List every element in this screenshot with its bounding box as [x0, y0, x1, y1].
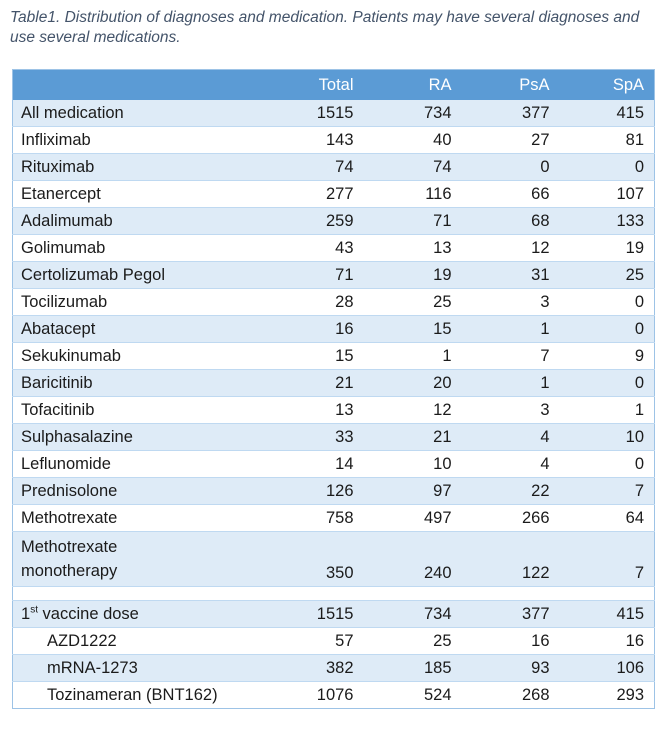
row-value	[258, 587, 364, 601]
row-value: 1515	[258, 601, 364, 628]
row-value: 19	[364, 262, 462, 289]
row-value: 0	[560, 316, 655, 343]
row-label: Tofacitinib	[13, 397, 258, 424]
row-value: 66	[462, 181, 560, 208]
row-value: 71	[258, 262, 364, 289]
row-value: 16	[560, 628, 655, 655]
row-value: 7	[560, 478, 655, 505]
row-value: 15	[258, 343, 364, 370]
table-row	[13, 655, 655, 682]
row-value: 13	[364, 235, 462, 262]
row-value: 1	[364, 343, 462, 370]
row-value: 19	[560, 235, 655, 262]
spacer-row	[13, 587, 655, 601]
row-value	[560, 587, 655, 601]
row-value: 21	[258, 370, 364, 397]
table-caption: Table1. Distribution of diagnoses and medication. Patients may have several diagnoses and use several medications.	[10, 9, 640, 47]
row-value: 12	[364, 397, 462, 424]
row-label: mRNA-1273	[13, 655, 258, 682]
row-value: 497	[364, 505, 462, 532]
row-value: 268	[462, 682, 560, 709]
table-row	[13, 208, 655, 235]
row-label: 1st vaccine dose	[13, 601, 258, 628]
table-row	[13, 181, 655, 208]
table-row	[13, 127, 655, 154]
row-value: 3	[462, 397, 560, 424]
row-value: 15	[364, 316, 462, 343]
row-value: 1	[462, 316, 560, 343]
table-row	[13, 370, 655, 397]
row-value: 4	[462, 424, 560, 451]
table-row	[13, 343, 655, 370]
row-value: 16	[462, 628, 560, 655]
header-cell-total: Total	[258, 70, 364, 101]
row-value: 25	[364, 289, 462, 316]
table-row	[13, 316, 655, 343]
row-value: 16	[258, 316, 364, 343]
row-value: 0	[560, 154, 655, 181]
table-row	[13, 397, 655, 424]
medication-distribution-table	[12, 69, 655, 709]
header-cell-empty	[13, 70, 258, 101]
row-value: 43	[258, 235, 364, 262]
row-value: 377	[462, 100, 560, 127]
row-value: 524	[364, 682, 462, 709]
row-value: 12	[462, 235, 560, 262]
row-value: 377	[462, 601, 560, 628]
row-label: Leflunomide	[13, 451, 258, 478]
row-value: 240	[364, 532, 462, 587]
row-value: 93	[462, 655, 560, 682]
row-value: 22	[462, 478, 560, 505]
row-value: 25	[560, 262, 655, 289]
row-value: 10	[560, 424, 655, 451]
row-value: 143	[258, 127, 364, 154]
row-value	[364, 587, 462, 601]
row-value: 4	[462, 451, 560, 478]
row-value: 0	[560, 451, 655, 478]
table-row	[13, 100, 655, 127]
row-value: 1515	[258, 100, 364, 127]
row-label: Tocilizumab	[13, 289, 258, 316]
row-value: 0	[560, 289, 655, 316]
row-value: 74	[258, 154, 364, 181]
row-value: 20	[364, 370, 462, 397]
row-value: 734	[364, 601, 462, 628]
row-label: Sekukinumab	[13, 343, 258, 370]
row-value: 734	[364, 100, 462, 127]
row-value: 415	[560, 100, 655, 127]
header-cell-psa: PsA	[462, 70, 560, 101]
row-label: Infliximab	[13, 127, 258, 154]
row-value: 27	[462, 127, 560, 154]
table-row	[13, 478, 655, 505]
table-row	[13, 451, 655, 478]
row-value: 106	[560, 655, 655, 682]
row-value: 350	[258, 532, 364, 587]
row-value: 122	[462, 532, 560, 587]
row-value: 126	[258, 478, 364, 505]
row-value: 7	[560, 532, 655, 587]
row-value: 40	[364, 127, 462, 154]
header-cell-ra: RA	[364, 70, 462, 101]
row-label: Baricitinib	[13, 370, 258, 397]
row-value: 97	[364, 478, 462, 505]
row-value: 133	[560, 208, 655, 235]
row-value: 3	[462, 289, 560, 316]
table-row	[13, 601, 655, 628]
row-label: Adalimumab	[13, 208, 258, 235]
row-label: Tozinameran (BNT162)	[13, 682, 258, 709]
row-value: 185	[364, 655, 462, 682]
row-value: 68	[462, 208, 560, 235]
row-value: 259	[258, 208, 364, 235]
row-value: 28	[258, 289, 364, 316]
row-value: 57	[258, 628, 364, 655]
row-value: 14	[258, 451, 364, 478]
row-value: 266	[462, 505, 560, 532]
table-row	[13, 289, 655, 316]
row-label: Golimumab	[13, 235, 258, 262]
table-row	[13, 682, 655, 709]
row-label: Prednisolone	[13, 478, 258, 505]
row-value: 1	[560, 397, 655, 424]
row-value: 107	[560, 181, 655, 208]
table-body	[13, 100, 655, 709]
table-row	[13, 505, 655, 532]
table-row	[13, 262, 655, 289]
row-value: 0	[462, 154, 560, 181]
row-value: 31	[462, 262, 560, 289]
table-row	[13, 154, 655, 181]
row-label: Sulphasalazine	[13, 424, 258, 451]
row-label: All medication	[13, 100, 258, 127]
table-row	[13, 532, 655, 587]
row-label: Methotrexate	[13, 505, 258, 532]
row-value: 7	[462, 343, 560, 370]
header-row	[13, 70, 655, 101]
row-value: 10	[364, 451, 462, 478]
row-value: 25	[364, 628, 462, 655]
row-label: Rituximab	[13, 154, 258, 181]
row-label: Abatacept	[13, 316, 258, 343]
row-value: 71	[364, 208, 462, 235]
row-value: 758	[258, 505, 364, 532]
row-value: 13	[258, 397, 364, 424]
table-row	[13, 235, 655, 262]
row-label: Methotrexate monotherapy	[13, 532, 258, 587]
row-value: 116	[364, 181, 462, 208]
row-value	[462, 587, 560, 601]
row-label	[13, 587, 258, 601]
row-value: 64	[560, 505, 655, 532]
row-label: Certolizumab Pegol	[13, 262, 258, 289]
row-value: 0	[560, 370, 655, 397]
row-value: 1076	[258, 682, 364, 709]
row-value: 33	[258, 424, 364, 451]
row-value: 21	[364, 424, 462, 451]
row-label: Etanercept	[13, 181, 258, 208]
row-value: 382	[258, 655, 364, 682]
row-label: AZD1222	[13, 628, 258, 655]
table-row	[13, 424, 655, 451]
table-row	[13, 628, 655, 655]
header-cell-spa: SpA	[560, 70, 655, 101]
table-header	[13, 70, 655, 101]
row-value: 1	[462, 370, 560, 397]
row-value: 277	[258, 181, 364, 208]
row-value: 9	[560, 343, 655, 370]
row-value: 81	[560, 127, 655, 154]
row-value: 415	[560, 601, 655, 628]
row-value: 293	[560, 682, 655, 709]
row-value: 74	[364, 154, 462, 181]
